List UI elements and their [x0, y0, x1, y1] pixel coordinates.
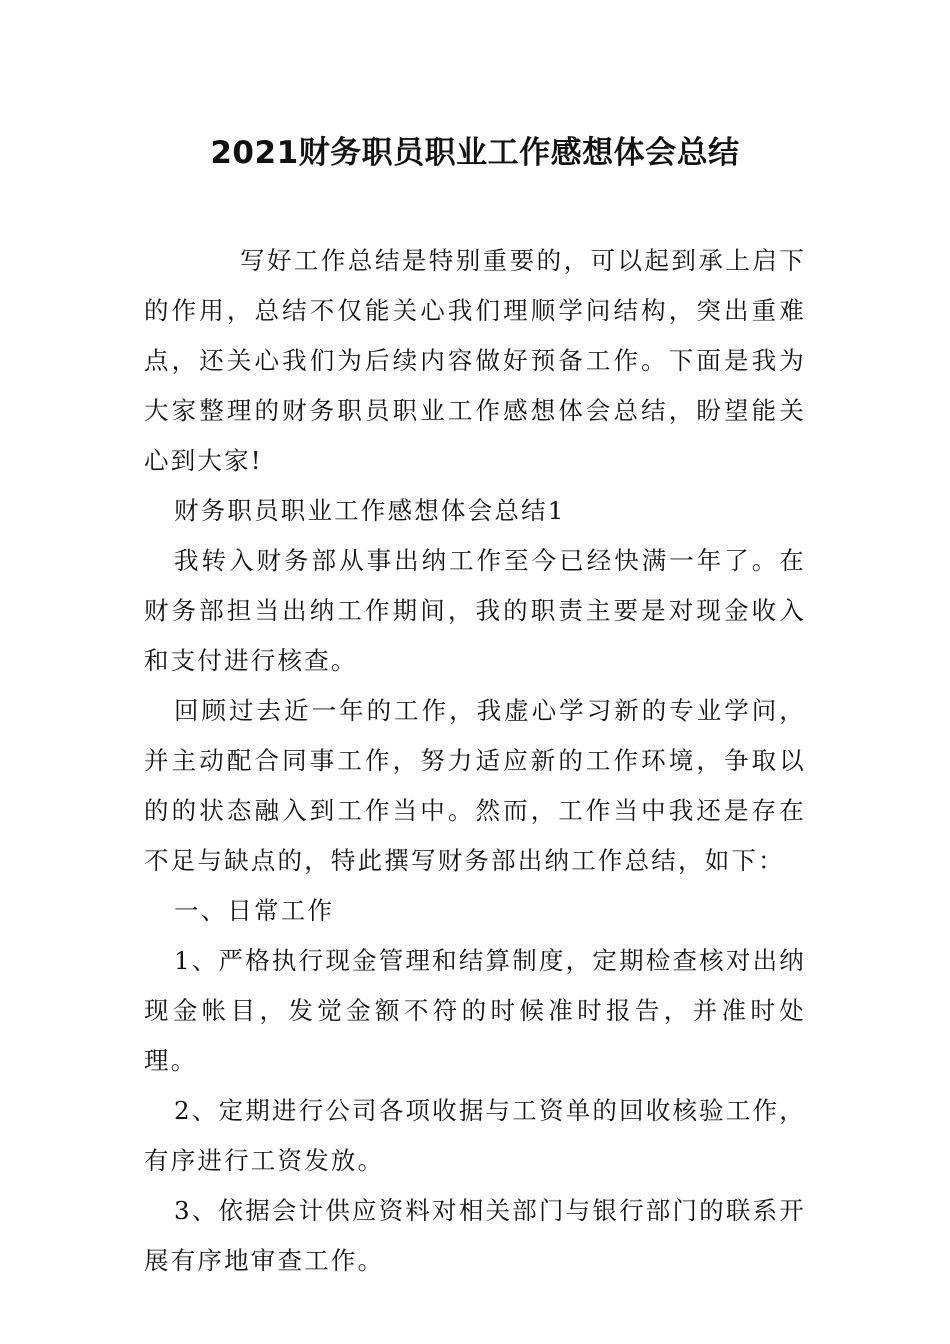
list-item: 1、严格执行现金管理和结算制度，定期检查核对出纳现金帐目，发觉金额不符的时候准时报告，并准时处理。 [144, 946, 806, 1075]
section-heading: 财务职员职业工作感想体会总结1 [174, 496, 566, 525]
body-paragraph: 回顾过去近一年的工作，我虚心学习新的专业学问，并主动配合同事工作，努力适应新的工作环境，争取以的的状态融入到工作当中。然而，工作当中我还是存在不足与缺点的，特此撰写财务部出纳工作总结，如下： [144, 696, 806, 875]
list-item: 2、定期进行公司各项收据与工资单的回收核验工作，有序进行工资发放。 [144, 1096, 806, 1175]
subsection-heading: 一、日常工作 [174, 896, 335, 925]
document-title: 2021财务职员职业工作感想体会总结 [210, 135, 740, 171]
body-paragraph: 我转入财务部从事出纳工作至今已经快满一年了。在财务部担当出纳工作期间，我的职责主要是对现金收入和支付进行核查。 [144, 546, 806, 675]
intro-paragraph: 写好工作总结是特别重要的，可以起到承上启下的作用，总结不仅能关心我们理顺学问结构，突出重难点，还关心我们为后续内容做好预备工作。下面是我为大家整理的财务职员职业工作感想体会总结，盼望能关心到大家! [144, 246, 806, 475]
document-body [144, 236, 806, 1286]
list-item: 3、依据会计供应资料对相关部门与银行部门的联系开展有序地审查工作。 [144, 1196, 806, 1275]
